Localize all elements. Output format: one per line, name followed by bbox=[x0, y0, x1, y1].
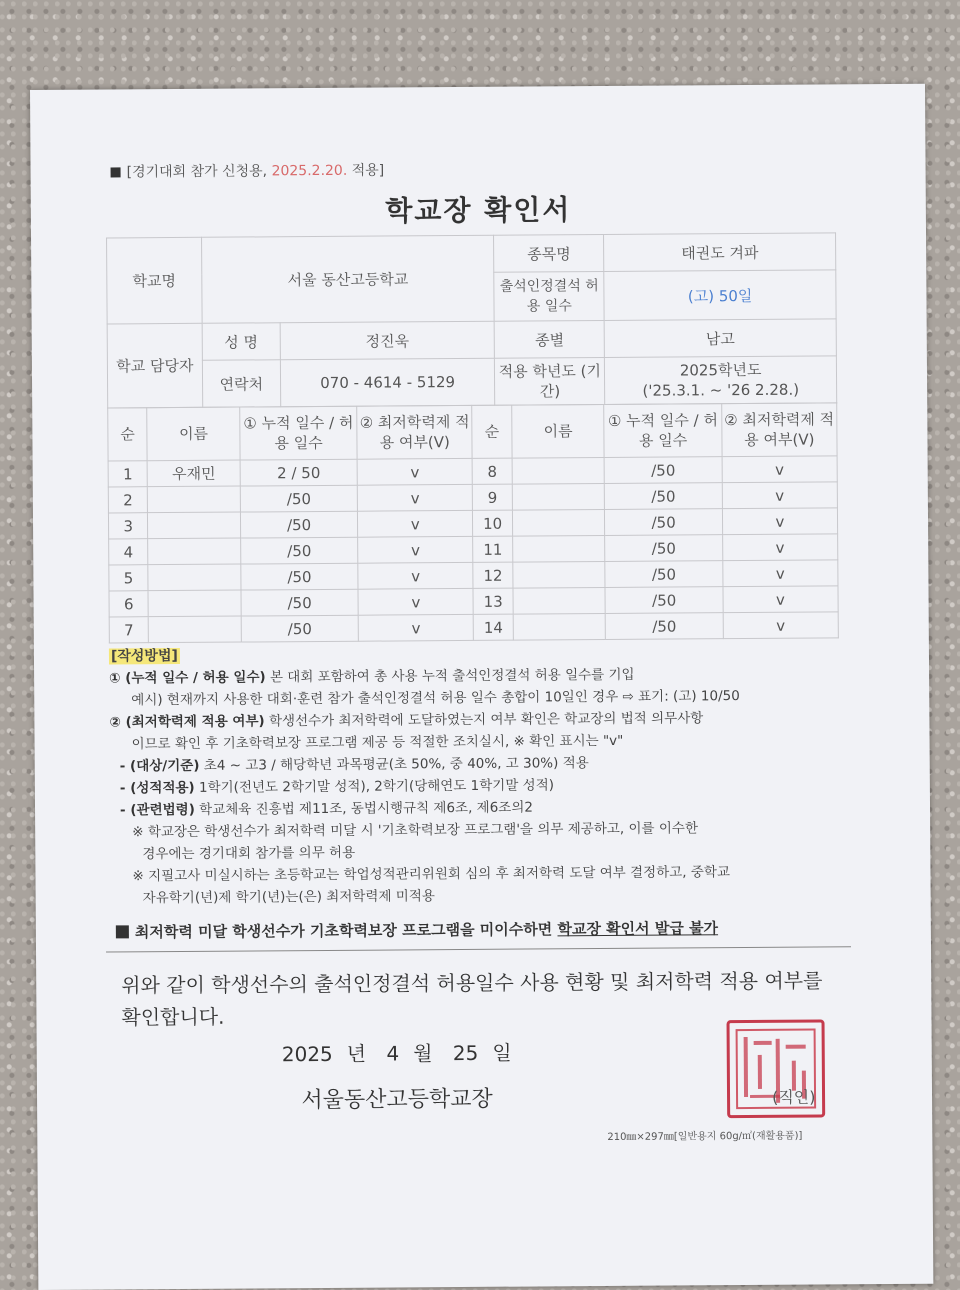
student-name bbox=[512, 509, 605, 536]
student-name: 우재민 bbox=[147, 460, 240, 487]
student-name bbox=[512, 457, 605, 484]
apply-check: v bbox=[722, 534, 837, 561]
student-name bbox=[513, 587, 606, 614]
paper-spec: 210㎜×297㎜[일반용지 60g/㎡(재활용품)] bbox=[607, 1130, 803, 1143]
usage-notice: [경기대회 참가 신청용, 2025.2.20. 적용] bbox=[111, 160, 385, 182]
issue-date: 2025 년 4 월 25 일 bbox=[281, 1040, 512, 1067]
year-value: 2025학년도 bbox=[679, 360, 762, 380]
row-number: 6 bbox=[109, 591, 148, 617]
row-number: 5 bbox=[109, 565, 148, 591]
apply-check: v bbox=[722, 508, 837, 535]
apply-check: v bbox=[358, 536, 473, 563]
info-table bbox=[106, 232, 837, 408]
days-count: /50 bbox=[605, 457, 722, 484]
apply-check: v bbox=[357, 484, 472, 511]
apply-check: v bbox=[723, 586, 838, 613]
student-name bbox=[148, 538, 241, 565]
days-count: /50 bbox=[240, 485, 357, 512]
days-count: /50 bbox=[605, 561, 722, 588]
student-name bbox=[512, 535, 605, 562]
days-count: /50 bbox=[240, 511, 357, 538]
header-days: ① 누적 일수 / 허용 일수 bbox=[604, 404, 722, 458]
row-number: 10 bbox=[473, 510, 513, 536]
student-name bbox=[148, 486, 241, 513]
confirmation-text: 위와 같이 학생선수의 출석인정결석 허용일수 사용 현황 및 최저학력 적용 여부를 확인합니다. bbox=[121, 968, 823, 1030]
gender-value: 남고 bbox=[604, 319, 836, 358]
manager-label: 학교 담당자 bbox=[107, 323, 202, 408]
days-count: /50 bbox=[606, 613, 723, 640]
days-value: (고) 50일 bbox=[604, 270, 836, 321]
row-number: 2 bbox=[108, 487, 147, 513]
apply-check: v bbox=[358, 614, 473, 641]
name-value: 정진욱 bbox=[280, 321, 495, 359]
days-count: /50 bbox=[241, 589, 358, 616]
row-number: 14 bbox=[474, 614, 514, 640]
apply-check: v bbox=[358, 562, 473, 589]
apply-check: v bbox=[357, 458, 472, 485]
header-days: ① 누적 일수 / 허용 일수 bbox=[240, 406, 358, 460]
apply-check: v bbox=[358, 588, 473, 615]
apply-check: v bbox=[723, 612, 838, 639]
header-name: 이름 bbox=[512, 404, 605, 458]
student-name bbox=[148, 564, 241, 591]
event-label: 종목명 bbox=[494, 234, 604, 272]
principal-title: 서울동산고등학교장 bbox=[301, 1086, 493, 1114]
arrow-box-icon bbox=[116, 925, 129, 938]
school-label: 학교명 bbox=[107, 237, 202, 324]
school-name: 서울 동산고등학교 bbox=[201, 235, 494, 323]
row-number: 4 bbox=[109, 539, 148, 565]
header-no: 순 bbox=[108, 408, 148, 461]
apply-check: v bbox=[358, 510, 473, 537]
days-count: /50 bbox=[241, 563, 358, 590]
days-count: /50 bbox=[605, 587, 722, 614]
days-count: /50 bbox=[241, 615, 358, 642]
document-title: 학교장 확인서 bbox=[385, 193, 572, 228]
student-name bbox=[148, 616, 241, 643]
divider bbox=[106, 946, 851, 952]
student-name bbox=[148, 512, 241, 539]
apply-check: v bbox=[722, 482, 837, 509]
row-number: 11 bbox=[473, 536, 513, 562]
days-count: /50 bbox=[605, 535, 722, 562]
header-name: 이름 bbox=[147, 407, 240, 461]
document-paper bbox=[30, 84, 933, 1290]
contact-value: 070 - 4614 - 5129 bbox=[280, 358, 495, 406]
instructions: [작성방법] ① (누적 일수 / 허용 일수) 본 대회 포함하여 총 사용 누적 출석인정결석 허용 일수를 기입 예시) 현재까지 사용한 대회·훈련 참가 출석인정결석 허용 일수 총합이 10일인 경우 ⇨ 표기: (고) 10/50 ② (최저학력제 적용 여부) 학생선수가 최저학력에 도달하였는지 여부 확인은 학교장의 법적 의무사항 이므로 확인 후 기초학력보장 프로그램 제공 등 적절한 조치실시, ※ 확인 표시는 "v" - (대상/기준) 초4 ~ 고3 / 해당학년 과목평균(초 50%, 중 40%, 고 30%) 적용 - (성적적용) 1학기(전년도 2학기말 성적), 2학기(당해연도 1학기말 성적) - (관련법령) 학교체육 진흥법 제11조, 동법시행규칙 제6조, 제6조의2 ※ 학교장은 학생선수가 최저학력 미달 시 '기초학력보장 프로그램'을 의무 제공하고, 이를 이수한 경우에는 경기대회 참가를 의무 허용 ※ 지필고사 미실시하는 초등학교는 학업성적관리위원회 심의 후 최저학력 도달 여부 결정하고, 중학교 자유학기(년)제 학기(년)는(은) 최저학력제 미적용 bbox=[109, 647, 740, 907]
row-number: 8 bbox=[472, 458, 512, 484]
square-bullet-icon bbox=[111, 167, 121, 177]
year-label: 적용 학년도 (기간) bbox=[495, 357, 605, 405]
roster-table bbox=[107, 402, 839, 643]
contact-label: 연락처 bbox=[202, 360, 280, 408]
days-count: /50 bbox=[605, 509, 722, 536]
row-number: 9 bbox=[473, 484, 513, 510]
warning-line: 최저학력 미달 학생선수가 기초학력보장 프로그램을 미이수하면 학교장 확인서 발급 불가 bbox=[116, 917, 718, 942]
header-apply: ② 최저학력제 적용 여부(V) bbox=[357, 405, 473, 459]
student-name bbox=[148, 590, 241, 617]
header-no: 순 bbox=[472, 405, 512, 458]
warning-emphasis: 학교장 확인서 발급 불가 bbox=[557, 919, 719, 939]
header-apply: ② 최저학력제 적용 여부(V) bbox=[721, 403, 837, 457]
gender-label: 종별 bbox=[495, 320, 605, 358]
row-number: 3 bbox=[108, 513, 147, 539]
apply-check: v bbox=[723, 560, 838, 587]
student-name bbox=[513, 561, 606, 588]
name-label: 성 명 bbox=[202, 323, 280, 361]
apply-check: v bbox=[722, 456, 837, 483]
row-number: 1 bbox=[108, 461, 147, 487]
notice-date: 2025.2.20. bbox=[271, 162, 348, 180]
row-number: 13 bbox=[473, 588, 513, 614]
days-count: /50 bbox=[605, 483, 722, 510]
student-name bbox=[512, 483, 605, 510]
year-range: ('25.3.1. ~ '26 2.28.) bbox=[642, 380, 800, 400]
row-number: 7 bbox=[109, 617, 148, 643]
row-number: 12 bbox=[473, 562, 513, 588]
days-count: /50 bbox=[241, 537, 358, 564]
student-name bbox=[513, 613, 606, 640]
days-count: 2 / 50 bbox=[240, 459, 357, 486]
seal-label: (직인) bbox=[771, 1087, 816, 1107]
days-label: 출석인정결석 허용 일수 bbox=[494, 271, 604, 321]
event-value: 태권도 겨파 bbox=[604, 233, 836, 272]
table-row bbox=[109, 612, 838, 643]
year-cell bbox=[605, 356, 837, 405]
instructions-heading: [작성방법] bbox=[110, 647, 178, 665]
